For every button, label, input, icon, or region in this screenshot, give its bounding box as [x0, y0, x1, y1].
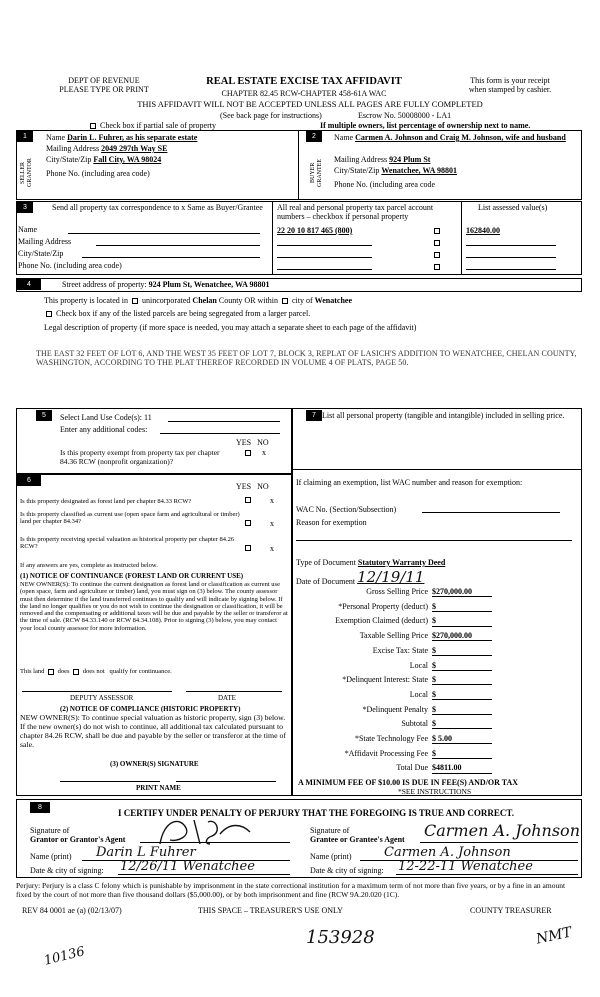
segregated-label: Check box if any of the listed parcels are being segregated from a larger parcel.	[56, 309, 311, 318]
parcel-number[interactable]: 22 20 10 817 465 (800)	[277, 226, 353, 235]
parcel-header: All real and personal property tax parcel account numbers – checkbox if personal property	[277, 203, 434, 222]
buyer-mailing-label: Mailing Address	[334, 155, 388, 164]
grantee-name-label: Name (print)	[310, 852, 352, 861]
section-1-tag: 1	[17, 131, 33, 142]
fee-row	[296, 763, 586, 777]
unincorporated-label: unincorporated	[141, 296, 191, 305]
section-6-tag: 6	[17, 475, 41, 486]
handwritten-initials: NMT	[534, 924, 574, 948]
receipt-line-2: when stamped by cashier.	[468, 85, 552, 95]
located-text: This property is located in	[44, 296, 128, 305]
grantor-name-label: Name (print)	[30, 852, 72, 861]
fee-label: Taxable Selling Price	[359, 631, 428, 641]
fee-label: Gross Selling Price	[366, 587, 428, 596]
section-4-tag: 4	[17, 279, 41, 290]
fee-row	[296, 661, 586, 675]
yes-header: YES	[236, 482, 252, 491]
perjury-note: Perjury: Perjury is a class C felony which is punishable by imprisonment in the state correctional institution for a maximum term of not more than five years, or by a fine in an amount fixed by the court of not more than five thousand dollars ($5,000.00), or by both imprisonment and fine (RCW 9A.20.020 (1C).	[16, 881, 566, 899]
buyer-phone-label: Phone No. (including area code	[334, 180, 436, 189]
deputy-label: DEPUTY ASSESSOR	[70, 694, 134, 702]
forest-yes-checkbox[interactable]	[245, 497, 251, 503]
receipt-line-1: This form is your receipt	[470, 76, 550, 85]
divider	[298, 130, 299, 200]
buyer-side-label: BUYER GRANTEE	[310, 159, 323, 187]
forest-no-mark[interactable]: x	[270, 496, 274, 505]
fee-value[interactable]: $4811.00	[432, 763, 492, 773]
fee-row	[296, 705, 586, 719]
fee-value[interactable]: $	[432, 661, 492, 671]
partial-sale-label: Check box if partial sale of property	[100, 121, 216, 130]
seller-city-value[interactable]: Fall City, WA 98024	[93, 155, 162, 164]
additional-codes-input[interactable]	[160, 433, 280, 434]
reason-input[interactable]	[296, 540, 572, 541]
does-checkbox[interactable]	[48, 669, 54, 675]
section-5-tag: 5	[36, 410, 52, 421]
grantee-name-hw: Carmen A. Johnson	[384, 845, 511, 860]
street-address	[62, 280, 269, 289]
if-yes-note: If any answers are yes, complete as instructed below.	[20, 562, 158, 569]
parcel-list	[277, 226, 457, 274]
certify-statement: I CERTIFY UNDER PENALTY OF PERJURY THAT THE FOREGOING IS TRUE AND CORRECT.	[118, 808, 515, 818]
parcel-checkbox[interactable]	[434, 228, 440, 234]
dept-label: DEPT OF REVENUE	[68, 76, 140, 85]
fee-row	[296, 587, 586, 601]
signature-of-label: Signature of	[310, 826, 350, 835]
fee-label: Local	[409, 660, 428, 670]
corr-name-input[interactable]	[68, 233, 260, 234]
exempt-no-mark[interactable]: x	[262, 448, 266, 457]
doc-date-value[interactable]: 12/19/11	[357, 568, 425, 586]
segregated-row	[44, 309, 310, 318]
assessed-line[interactable]	[466, 245, 556, 246]
doc-type-row	[296, 558, 445, 567]
fee-value[interactable]: $270,000.00	[432, 587, 492, 597]
form-revision: REV 84 0001 ae (a) (02/13/07)	[22, 906, 122, 915]
buyer-city-label: City/State/Zip	[334, 166, 380, 175]
fee-row	[296, 616, 586, 630]
seller-block	[46, 133, 296, 178]
correspondence-text: Send all property tax correspondence to x Same as Buyer/Grantee	[52, 203, 263, 212]
assessed-line[interactable]	[466, 257, 556, 258]
fee-row	[296, 675, 586, 689]
notice-2-title: (2) NOTICE OF COMPLIANCE (HISTORIC PROPERTY)	[60, 705, 241, 713]
grantee-date-label: Date & city of signing:	[310, 866, 384, 875]
handwritten-number-left: 10136	[42, 944, 87, 969]
q-current-use: Is this property classified as current use (open space farm and agricultural or timber) land per chapter 84.34?	[20, 511, 240, 526]
city-of-label: city of	[292, 296, 313, 305]
form-title: REAL ESTATE EXCISE TAX AFFIDAVIT	[206, 76, 402, 87]
no-header: NO	[257, 482, 269, 491]
exempt-yes-checkbox[interactable]	[245, 450, 251, 456]
doc-date-label: Date of Document	[296, 577, 356, 586]
fee-label: *Personal Property (deduct)	[338, 601, 428, 611]
grantor-sig-label	[30, 826, 125, 844]
reason-label: Reason for exemption	[296, 518, 367, 527]
street-label: Street address of property:	[62, 280, 147, 289]
owner-sig-line[interactable]	[176, 781, 276, 782]
fee-label: Excise Tax: State	[372, 645, 428, 655]
fee-row	[296, 646, 586, 660]
notice-1-title: (1) NOTICE OF CONTINUANCE (FOREST LAND OR CURRENT USE)	[20, 572, 244, 580]
multiple-owners-note: If multiple owners, list percentage of ownership next to name.	[320, 121, 531, 130]
deputy-date-label: DATE	[218, 694, 236, 702]
print-note: PLEASE TYPE OR PRINT	[59, 85, 149, 95]
county-or-label: County OR within	[218, 296, 278, 305]
treasurer-space-label: THIS SPACE – TREASURER'S USE ONLY	[198, 906, 343, 915]
county-treasurer-label: COUNTY TREASURER	[470, 906, 552, 915]
buyer-city-value[interactable]: Wenatchee, WA 98801	[381, 166, 457, 175]
grantor-date-label: Date & city of signing:	[30, 866, 104, 875]
print-name-label: PRINT NAME	[136, 784, 181, 792]
buyer-name-label: Name	[334, 133, 354, 142]
corr-name-label: Name	[18, 225, 38, 234]
city-checkbox[interactable]	[282, 298, 288, 304]
date-line[interactable]	[186, 691, 282, 692]
current-use-no-mark[interactable]: x	[270, 519, 274, 528]
form-chapter: CHAPTER 82.45 RCW-CHAPTER 458-61A WAC	[221, 89, 387, 98]
fee-row	[296, 631, 586, 645]
q-historic: Is this property receiving special valuation as historical property per chapter 84.26 RCW?	[20, 536, 235, 551]
exemption-text: If claiming an exemption, list WAC number and reason for exemption:	[296, 478, 523, 487]
exempt-question: Is this property exempt from property tax per chapter 84.36 RCW (nonprofit organization)?	[60, 448, 220, 466]
grantor-agent-label: Grantor or Grantor's Agent	[30, 835, 126, 845]
buyer-mailing-value[interactable]: 924 Plum St	[389, 155, 431, 164]
fee-row	[296, 734, 586, 748]
corr-phone-label: Phone No. (including area code)	[18, 261, 122, 270]
assessed-line[interactable]	[466, 269, 556, 270]
fee-label: Exemption Claimed (deduct)	[335, 616, 428, 626]
grantee-signature-hw: Carmen A. Johnson	[424, 821, 580, 840]
parcel-checkbox[interactable]	[434, 240, 440, 246]
escrow-label: Escrow No.	[358, 111, 396, 120]
q-forest: Is this property designated as forest land per chapter 84.33 RCW?	[20, 498, 192, 505]
divider	[461, 201, 462, 275]
fee-value[interactable]: $ 5.00	[432, 734, 492, 744]
seller-mailing-label: Mailing Address	[46, 144, 100, 153]
fee-value[interactable]: $	[432, 616, 492, 626]
street-value[interactable]: 924 Plum St, Wenatchee, WA 98801	[148, 280, 270, 289]
seller-side-label: SELLER GRANTOR	[20, 158, 33, 188]
instructions-note: (See back page for instructions)	[220, 111, 322, 120]
receipt-note	[440, 76, 580, 94]
fee-row	[296, 719, 586, 733]
city-value: Wenatchee	[314, 296, 352, 305]
fee-label: Subtotal	[401, 719, 428, 729]
section-6-yes-no	[236, 482, 269, 491]
buyer-block	[334, 133, 580, 189]
fee-label: Total Due	[396, 763, 428, 773]
unincorporated-checkbox[interactable]	[132, 298, 138, 304]
fee-value[interactable]: $	[432, 690, 492, 700]
additional-codes-row	[60, 425, 288, 434]
partial-sale-checkbox[interactable]	[90, 123, 96, 129]
legal-description: THE EAST 32 FEET OF LOT 6, AND THE WEST 35 FEET OF LOT 7, BLOCK 3, REPLAT OF LASICH'S ADDITION TO WENATCHEE, CHELAN COUNTY, WASHINGTON, ACCORDING TO THE PLAT THEREOF RECORDED IN VOLUME 4 OF PLATS, PAGE 50.	[36, 349, 577, 368]
fee-value[interactable]: $	[432, 675, 492, 685]
fee-row	[296, 749, 586, 763]
corr-mailing-label: Mailing Address	[18, 237, 72, 246]
fee-value[interactable]: $	[432, 602, 492, 612]
historic-no-mark[interactable]: x	[270, 544, 274, 553]
historic-yes-checkbox[interactable]	[245, 545, 251, 551]
location-row	[44, 296, 352, 305]
doc-date-row	[296, 568, 425, 588]
land-use-line	[168, 421, 280, 422]
escrow-field	[358, 111, 451, 120]
parcel-line[interactable]	[277, 257, 372, 258]
doc-type-label: Type of Document	[296, 558, 356, 567]
fee-value[interactable]: $	[432, 719, 492, 729]
deputy-line[interactable]	[22, 691, 172, 692]
fee-value[interactable]: $	[432, 705, 492, 715]
segregated-checkbox[interactable]	[46, 311, 52, 317]
fee-value[interactable]: $270,000.00	[432, 631, 492, 641]
assessed-value[interactable]: 162840.00	[466, 226, 500, 235]
section-3-tag: 3	[17, 202, 33, 213]
seller-phone-label: Phone No. (including area code)	[46, 169, 150, 178]
qualify-label: qualify for continuance.	[109, 668, 172, 675]
land-use-row	[60, 413, 288, 422]
handwritten-number-center: 153928	[306, 927, 375, 948]
legal-label: Legal description of property (if more space is needed, you may attach a separate sheet to each page of the affidavit)	[44, 323, 417, 332]
dept-header	[44, 76, 164, 94]
partial-sale-row	[88, 121, 216, 130]
grantee-date-hw: 12-22-11 Wenatchee	[398, 859, 533, 874]
grantee-sig-label	[310, 826, 405, 844]
seller-mailing-value[interactable]: 2049 297th Way SE	[101, 144, 168, 153]
additional-codes-label: Enter any additional codes:	[60, 425, 148, 434]
parcel-line[interactable]	[277, 269, 372, 270]
fee-row	[296, 602, 586, 616]
land-use-value[interactable]: 11	[143, 413, 152, 422]
completion-warning: THIS AFFIDAVIT WILL NOT BE ACCEPTED UNLESS ALL PAGES ARE FULLY COMPLETED	[137, 99, 483, 109]
grantor-date-hw: 12/26/11 Wenatchee	[120, 859, 255, 874]
fee-value[interactable]: $	[432, 749, 492, 759]
parcel-checkbox[interactable]	[434, 264, 440, 270]
buyer-name-value[interactable]: Carmen A. Johnson and Craig M. Johnson, wife and husband	[355, 133, 566, 142]
grantee-signature-line[interactable]	[420, 842, 578, 843]
fee-label: *Affidavit Processing Fee	[344, 748, 428, 758]
county-value: Chelan	[192, 296, 217, 305]
notice-1-text: NEW OWNER(S): To continue the current designation as forest land or classification as current use (open space, farm and agriculture or timber) land, you must sign on (3) below. The county assessor must then determine if the land transferred continues to qualify and will indicate by signing below. If the land no longer qualifies or you do not wish to continue the designation or classification, it will be removed and the compensating or additional taxes will be due and payable by the seller or transferor at the time of sale. (RCW 84.33.140 or RCW 84.34.108). Prior to signing (3) below, you may contact your local county assessor for more information.	[20, 581, 288, 632]
fee-label: *State Technology Fee	[354, 734, 428, 743]
owner-signature-label: (3) OWNER(S) SIGNATURE	[110, 760, 199, 768]
assessed-list	[466, 226, 576, 274]
current-use-yes-checkbox[interactable]	[245, 520, 251, 526]
owner-sig-line[interactable]	[60, 781, 160, 782]
personal-property-text: List all personal property (tangible and intangible) included in selling price.	[322, 411, 565, 420]
fee-label: *Delinquent Interest: State	[342, 675, 428, 685]
notice-2-text: NEW OWNER(S): To continue special valuation as historic property, sign (3) below. If the new owner(s) do not wish to continue, all additional tax calculated pursuant to chapter 84.26 RCW, shall be due and payable by the seller or transferor at the time of sale.	[20, 713, 287, 749]
yes-header: YES	[236, 438, 252, 447]
assessed-header: List assessed value(s)	[478, 203, 548, 212]
correspondence-fields	[18, 225, 270, 273]
this-land-label: This land	[20, 668, 45, 675]
minimum-fee-note: A MINIMUM FEE OF $10.00 IS DUE IN FEE(S) AND/OR TAX	[298, 778, 519, 787]
no-header: NO	[257, 438, 269, 447]
signature-of-label: Signature of	[30, 826, 70, 835]
parcel-checkbox[interactable]	[434, 252, 440, 258]
parcel-line[interactable]	[277, 245, 372, 246]
grantee-agent-label: Grantee or Grantee's Agent	[310, 835, 405, 845]
section-2-tag: 2	[306, 131, 322, 142]
land-use-label: Select Land Use Code(s):	[60, 413, 142, 422]
section-5-yes-no	[236, 438, 269, 447]
seller-name-value[interactable]: Darin L. Fuhrer, as his separate estate	[67, 133, 198, 142]
section-8-tag: 8	[30, 802, 50, 813]
fee-label: Local	[409, 689, 428, 699]
doc-type-value[interactable]: Statutory Warranty Deed	[357, 558, 446, 567]
corr-city-label: City/State/Zip	[18, 249, 64, 258]
wac-label: WAC No. (Section/Subsection)	[296, 505, 397, 514]
corr-mailing-input[interactable]	[96, 245, 260, 246]
does-label: does	[57, 668, 70, 675]
divider	[272, 201, 273, 275]
does-not-checkbox[interactable]	[73, 669, 79, 675]
fee-label: *Delinquent Penalty	[362, 704, 428, 714]
does-not-label: does not	[82, 668, 105, 675]
see-instructions: *SEE INSTRUCTIONS	[398, 787, 472, 796]
fee-value[interactable]: $	[432, 646, 492, 656]
seller-name-label: Name	[46, 133, 66, 142]
escrow-value: 50008000 - LA1	[397, 111, 452, 120]
wac-input[interactable]	[422, 512, 560, 513]
grantor-name-hw: Darin L Fuhrer	[96, 845, 196, 860]
corr-city-input[interactable]	[82, 257, 260, 258]
grantor-signature	[150, 814, 260, 848]
section-7-tag: 7	[306, 410, 322, 421]
fee-row	[296, 690, 586, 704]
seller-city-label: City/State/Zip	[46, 155, 92, 164]
continuance-row	[20, 668, 288, 675]
